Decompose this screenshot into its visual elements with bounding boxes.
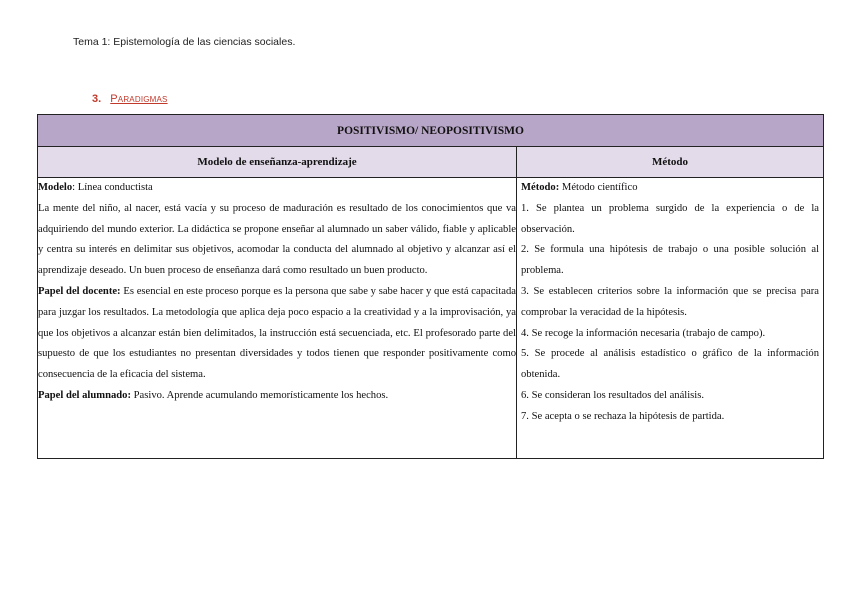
table-header-row	[38, 147, 824, 178]
modelo-line	[38, 178, 516, 199]
metodo-step: 2. Se formula una hipótesis de trabajo o una posible solución al problema.	[521, 244, 820, 277]
modelo-value: : Línea conductista	[72, 182, 153, 193]
metodo-step: 7. Se acepta o se rechaza la hipótesis de partida.	[521, 410, 725, 422]
metodo-step: 5. Se procede al análisis estadístico o gráfico de la información obtenida.	[521, 348, 820, 381]
section-title[interactable]: Paradigmas	[110, 93, 168, 105]
section-number: 3.	[92, 93, 102, 105]
column-header-modelo: Modelo de enseñanza-aprendizaje	[38, 147, 517, 178]
alumnado-text: Pasivo. Aprende acumulando memorísticamente los hechos.	[131, 389, 389, 401]
metodo-line	[521, 178, 819, 199]
metodo-step: 1. Se plantea un problema surgido de la experiencia o de la observación.	[521, 202, 820, 235]
section-heading	[92, 93, 168, 105]
docente-label: Papel del docente:	[38, 285, 121, 297]
metodo-value: Método científico	[559, 182, 638, 193]
alumnado-paragraph	[38, 386, 516, 407]
metodo-cell	[517, 178, 824, 459]
metodo-label: Método:	[521, 182, 560, 193]
table-title-row	[38, 115, 824, 147]
table-title: POSITIVISMO/ NEOPOSITIVISMO	[38, 115, 824, 147]
docente-paragraph	[38, 282, 516, 386]
metodo-step: 3. Se establecen criterios sobre la información que se precisa para comprobar la veracidad de la hipótesis.	[521, 285, 820, 318]
modelo-label: Modelo	[38, 182, 73, 193]
modelo-cell	[38, 178, 517, 459]
column-header-metodo: Método	[517, 147, 824, 178]
alumnado-label: Papel del alumnado:	[38, 389, 132, 401]
paradigm-table	[37, 114, 824, 459]
document-header: Tema 1: Epistemología de las ciencias sociales.	[73, 36, 296, 48]
docente-text: Es esencial en este proceso porque es la persona que sabe y sabe hacer y que está capacitada para juzgar los resultados. La metodología que aplica deja poco espacio a la creatividad y a la improvisación, ya que los objetivos a alcanzar están bien delimitados, la instrucción está secuenciada, etc. El profesorado parte del supuesto de que los estudiantes no presentan diversidades y todos tienen que responder positivamente como consecuencia de la eficacia del sistema.	[38, 285, 516, 381]
metodo-step: 6. Se consideran los resultados del análisis.	[521, 389, 705, 401]
metodo-step: 4. Se recoge la información necesaria (trabajo de campo).	[521, 327, 766, 339]
modelo-paragraph: La mente del niño, al nacer, está vacía y su proceso de maduración es resultado de los conocimientos que va adquiriendo del mundo exterior. La didáctica se propone enseñar al alumnado un saber válido, fiable y aplicable y centra su interés en delimitar sus objetivos, acomodar la conducta del alumnado al objetivo y alcanzar así el aprendizaje deseado. Un buen proceso de enseñanza dará como resultado un buen producto.	[38, 202, 516, 277]
table-row	[38, 178, 824, 459]
